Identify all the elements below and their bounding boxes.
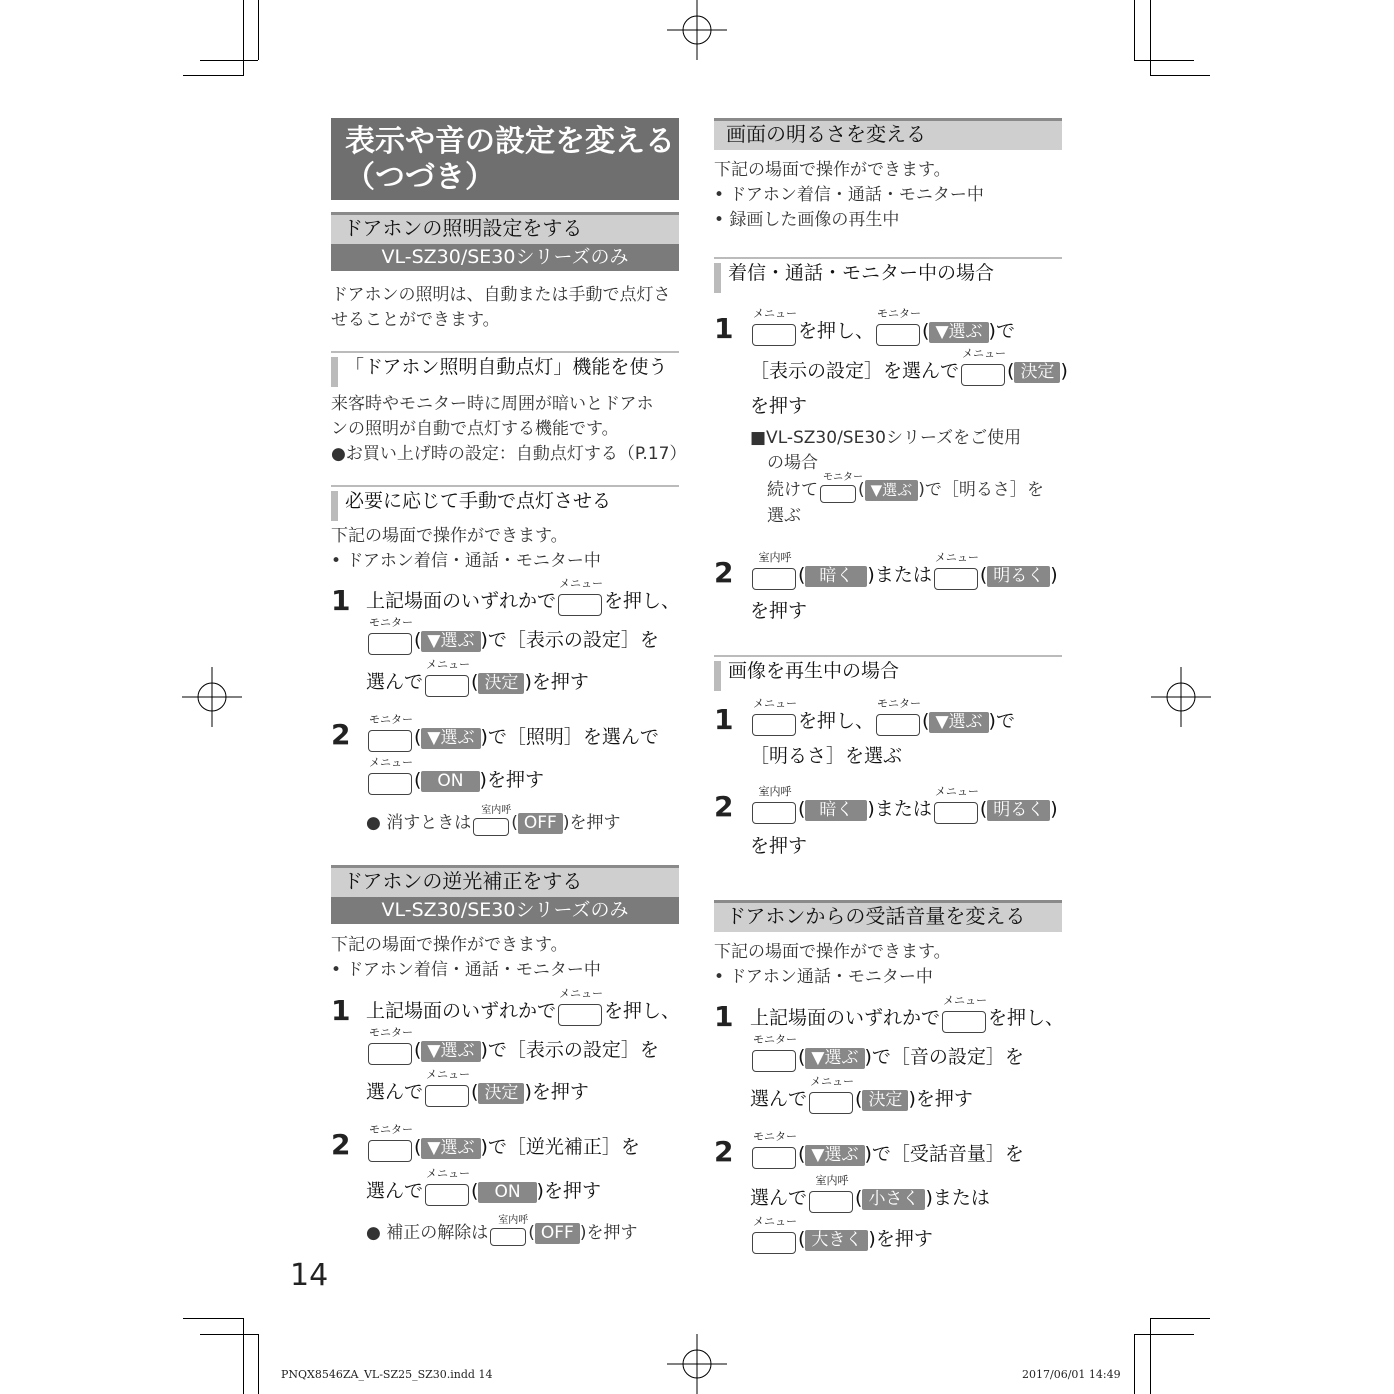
- crop-mark: [1134, 0, 1135, 60]
- crop-mark: [1150, 1318, 1210, 1319]
- subsection-heading: 画像を再生中の場合: [714, 655, 1062, 687]
- crop-mark: [1134, 1334, 1194, 1335]
- select-chip: ▼選ぶ: [421, 1138, 480, 1159]
- step-line: を押す: [750, 600, 808, 622]
- step-line: 選んで メニュー ( 決定 )を押す: [366, 1077, 589, 1107]
- crop-mark: [258, 0, 259, 60]
- paragraph: ドアホンの照明は、自動または手動で点灯さ: [331, 285, 671, 305]
- crop-mark: [200, 60, 258, 61]
- registration-mark: [1151, 667, 1211, 727]
- section-heading: ドアホンの逆光補正をする: [331, 865, 679, 897]
- step-line: 選んで メニュー ( 決定 )を押す: [750, 1084, 973, 1114]
- menu-button-icon: メニュー: [809, 1092, 853, 1114]
- bright-chip: 明るく: [987, 800, 1050, 821]
- crop-mark: [1150, 1318, 1151, 1394]
- menu-button-icon: メニュー: [425, 675, 469, 697]
- off-chip: OFF: [535, 1223, 580, 1244]
- default-setting-note: ●お買い上げ時の設定：自動点灯する（P.17）: [331, 444, 687, 464]
- page-title: 表示や音の設定を変える （つづき）: [331, 118, 679, 200]
- model-note: 選ぶ: [767, 506, 801, 526]
- step-line: メニュー ( 大きく )を押す: [750, 1224, 933, 1254]
- step-note: ● 補正の解除は 室内呼 ( OFF )を押す: [366, 1220, 637, 1246]
- footer-filename: PNQX8546ZA_VL-SZ25_SZ30.indd 14: [281, 1368, 493, 1381]
- crop-mark: [1134, 1334, 1135, 1394]
- section-heading: 画面の明るさを変える: [714, 118, 1062, 150]
- crop-mark: [258, 1334, 259, 1394]
- step-number: 1: [331, 584, 351, 617]
- step-line: ［表示の設定］を選んで メニュー ( 決定 ): [750, 356, 1068, 386]
- select-chip: ▼選ぶ: [805, 1145, 864, 1166]
- step-number: 2: [331, 1128, 351, 1161]
- decide-chip: 決定: [1014, 362, 1060, 383]
- monitor-button-icon: モニター: [820, 485, 856, 503]
- step-line: モニター ( ▼選ぶ )で［受話音量］を: [750, 1139, 1024, 1169]
- registration-mark: [667, 0, 727, 60]
- subsection-heading: 必要に応じて手動で点灯させる: [331, 485, 679, 517]
- large-chip: 大きく: [805, 1230, 868, 1251]
- menu-button-icon: メニュー: [942, 1011, 986, 1033]
- step-note: ● 消すときは 室内呼 ( OFF )を押す: [366, 810, 620, 836]
- decide-chip: 決定: [478, 673, 524, 694]
- naibiko-button-icon: 室内呼: [490, 1228, 526, 1246]
- step-number: 2: [714, 1135, 734, 1168]
- select-chip: ▼選ぶ: [865, 480, 919, 501]
- registration-mark: [667, 1334, 727, 1394]
- select-chip: ▼選ぶ: [421, 1041, 480, 1062]
- on-chip: ON: [478, 1182, 536, 1203]
- dark-chip: 暗く: [805, 566, 867, 587]
- step-line: 上記場面のいずれかで メニュー を押し、: [366, 996, 680, 1026]
- section-subtitle: VL-SZ30/SE30シリーズのみ: [331, 897, 679, 924]
- model-note: ■VL-SZ30/SE30シリーズをご使用: [750, 428, 1022, 448]
- step-line: 選んで メニュー ( 決定 )を押す: [366, 667, 589, 697]
- crop-mark: [183, 75, 243, 76]
- crop-mark: [200, 1334, 258, 1335]
- monitor-button-icon: モニター: [876, 324, 920, 346]
- crop-mark: [243, 0, 244, 76]
- paragraph: 来客時やモニター時に周囲が暗いとドアホ: [331, 394, 654, 414]
- subsection-heading: 「ドアホン照明自動点灯」機能を使う: [331, 351, 679, 383]
- monitor-button-icon: モニター: [368, 1140, 412, 1162]
- crop-mark: [1150, 75, 1210, 76]
- step-number: 2: [714, 790, 734, 823]
- step-line: モニター ( ▼選ぶ )で［表示の設定］を: [366, 1035, 659, 1065]
- small-chip: 小さく: [862, 1189, 925, 1210]
- step-number: 1: [331, 994, 351, 1027]
- monitor-button-icon: モニター: [752, 1050, 796, 1072]
- section-heading: ドアホンの照明設定をする: [331, 212, 679, 244]
- select-chip: ▼選ぶ: [421, 728, 480, 749]
- select-chip: ▼選ぶ: [421, 631, 480, 652]
- paragraph: せることができます。: [331, 310, 500, 330]
- step-line: ［明るさ］を選ぶ: [750, 745, 903, 767]
- crop-mark: [1150, 0, 1151, 76]
- crop-mark: [183, 1318, 243, 1319]
- select-chip: ▼選ぶ: [805, 1048, 864, 1069]
- bullet-item: • ドアホン着信・通話・モニター中: [331, 551, 601, 571]
- registration-mark: [182, 667, 242, 727]
- crop-mark: [1134, 60, 1194, 61]
- bullet-item: • 録画した画像の再生中: [714, 210, 900, 230]
- section-subtitle: VL-SZ30/SE30シリーズのみ: [331, 244, 679, 271]
- paragraph: 下記の場面で操作ができます。: [714, 160, 951, 180]
- menu-button-icon: メニュー: [368, 773, 412, 795]
- step-line: モニター ( ▼選ぶ )で［逆光補正］を: [366, 1132, 640, 1162]
- monitor-button-icon: モニター: [368, 633, 412, 655]
- menu-button-icon: メニュー: [752, 714, 796, 736]
- off-chip: OFF: [518, 813, 563, 834]
- step-line: を押す: [750, 395, 808, 417]
- menu-button-icon: メニュー: [425, 1085, 469, 1107]
- paragraph: ンの照明が自動で点灯する機能です。: [331, 419, 619, 439]
- menu-button-icon: メニュー: [558, 1004, 602, 1026]
- select-chip: ▼選ぶ: [929, 322, 988, 343]
- step-line: 選んで 室内呼 ( 小さく )または: [750, 1183, 990, 1213]
- monitor-button-icon: モニター: [752, 1147, 796, 1169]
- monitor-button-icon: モニター: [368, 730, 412, 752]
- step-line: 室内呼 ( 暗く )または メニュー ( 明るく ): [750, 560, 1058, 590]
- select-chip: ▼選ぶ: [929, 712, 988, 733]
- menu-button-icon: メニュー: [752, 1232, 796, 1254]
- dark-chip: 暗く: [805, 800, 867, 821]
- step-line: 上記場面のいずれかで メニュー を押し、: [750, 1003, 1064, 1033]
- section-heading: ドアホンからの受話音量を変える: [714, 900, 1062, 932]
- bright-chip: 明るく: [987, 566, 1050, 587]
- step-line: モニター ( ▼選ぶ )で［照明］を選んで: [366, 722, 659, 752]
- on-chip: ON: [421, 771, 479, 792]
- step-number: 1: [714, 1000, 734, 1033]
- naibiko-button-icon: 室内呼: [809, 1191, 853, 1213]
- page-number: 14: [290, 1258, 329, 1293]
- step-line: メニュー ( ON )を押す: [366, 765, 544, 795]
- menu-button-icon: メニュー: [558, 594, 602, 616]
- subsection-heading: 着信・通話・モニター中の場合: [714, 257, 1062, 289]
- monitor-button-icon: モニター: [368, 1043, 412, 1065]
- step-number: 1: [714, 312, 734, 345]
- paragraph: 下記の場面で操作ができます。: [331, 935, 568, 955]
- step-line: 選んで メニュー ( ON )を押す: [366, 1176, 601, 1206]
- paragraph: 下記の場面で操作ができます。: [331, 526, 568, 546]
- model-note: の場合: [767, 453, 818, 473]
- menu-button-icon: メニュー: [425, 1184, 469, 1206]
- step-number: 1: [714, 703, 734, 736]
- step-line: を押す: [750, 835, 808, 857]
- step-line: 上記場面のいずれかで メニュー を押し、: [366, 586, 680, 616]
- bullet-item: • ドアホン着信・通話・モニター中: [331, 960, 601, 980]
- model-note: 続けて モニター ( ▼選ぶ )で［明るさ］を: [767, 477, 1044, 503]
- step-line: メニュー を押し、 モニター ( ▼選ぶ )で: [750, 316, 1015, 346]
- decide-chip: 決定: [862, 1090, 908, 1111]
- naibiko-button-icon: 室内呼: [473, 818, 509, 836]
- step-line: メニュー を押し、 モニター ( ▼選ぶ )で: [750, 706, 1015, 736]
- step-number: 2: [331, 718, 351, 751]
- step-number: 2: [714, 556, 734, 589]
- step-line: 室内呼 ( 暗く )または メニュー ( 明るく ): [750, 794, 1058, 824]
- bullet-item: • ドアホン着信・通話・モニター中: [714, 185, 984, 205]
- menu-button-icon: メニュー: [752, 324, 796, 346]
- naibiko-button-icon: 室内呼: [752, 802, 796, 824]
- menu-button-icon: メニュー: [961, 364, 1005, 386]
- paragraph: 下記の場面で操作ができます。: [714, 942, 951, 962]
- step-line: モニター ( ▼選ぶ )で［表示の設定］を: [366, 625, 659, 655]
- crop-mark: [243, 1318, 244, 1394]
- menu-button-icon: メニュー: [934, 568, 978, 590]
- monitor-button-icon: モニター: [876, 714, 920, 736]
- footer-timestamp: 2017/06/01 14:49: [1022, 1368, 1121, 1381]
- naibiko-button-icon: 室内呼: [752, 568, 796, 590]
- step-line: モニター ( ▼選ぶ )で［音の設定］を: [750, 1042, 1024, 1072]
- bullet-item: • ドアホン通話・モニター中: [714, 967, 933, 987]
- menu-button-icon: メニュー: [934, 802, 978, 824]
- decide-chip: 決定: [478, 1083, 524, 1104]
